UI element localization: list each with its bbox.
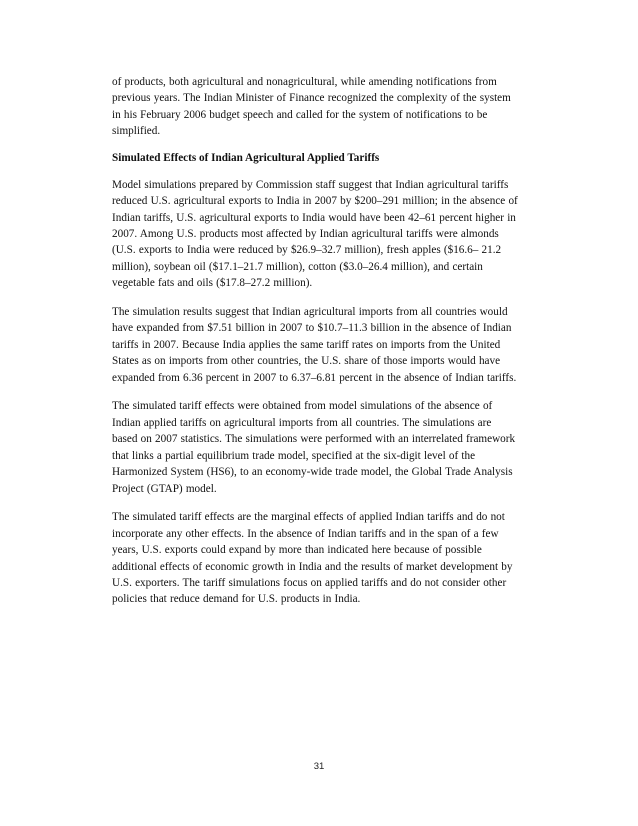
text-line: previous years. The Indian Minister of Finance recognized the complexity of the system (112, 92, 511, 105)
text-line: 2007. Among U.S. products most affected by Indian agricultural tariffs were almonds (112, 228, 499, 241)
text-line: that links a partial equilibrium trade model, specified at the six-digit level of the (112, 449, 476, 462)
section-heading: Simulated Effects of Indian Agricultural Applied Tariffs (112, 152, 380, 165)
text-line: (U.S. exports to India were reduced by $26.9–32.7 million), fresh apples ($16.6– 21.2 (112, 244, 502, 257)
paragraph-model-simulations (112, 177, 562, 292)
text-line: Harmonized System (HS6), to an economy-wide trade model, the Global Trade Analysis (112, 466, 513, 479)
text-line: million), soybean oil ($17.1–21.7 million), cotton ($3.0–26.4 million), and certain (112, 260, 483, 273)
paragraph-marginal-effects (112, 509, 562, 607)
document-page (112, 74, 562, 608)
text-line: additional effects of economic growth in India and the results of market development by (112, 560, 513, 573)
text-line: The simulation results suggest that Indian agricultural imports from all countries would (112, 306, 508, 319)
text-line: Model simulations prepared by Commission staff suggest that Indian agricultural tariffs (112, 178, 509, 191)
text-line: simplified. (112, 125, 161, 138)
text-line: in his February 2006 budget speech and called for the system of notifications to be (112, 108, 488, 121)
text-line: reduced U.S. agricultural exports to India in 2007 by $200–291 million; in the absence of (112, 195, 518, 208)
paragraph-tariff-effects-method (112, 398, 562, 496)
text-line: based on 2007 statistics. The simulations were performed with an interrelated framework (112, 433, 516, 446)
text-line: incorporate any other effects. In the absence of Indian tariffs and in the span of a few (112, 527, 499, 540)
text-line: of products, both agricultural and nonagricultural, while amending notifications from (112, 76, 497, 88)
text-line: policies that reduce demand for U.S. products in India. (112, 593, 361, 606)
text-line: tariffs in 2007. Because India applies the same tariff rates on imports from the United (112, 338, 501, 351)
text-line: U.S. exporters. The tariff simulations focus on applied tariffs and do not consider other (112, 576, 507, 589)
text-line: have expanded from $7.51 billion in 2007 to $10.7–11.3 billion in the absence of Indian (112, 322, 512, 335)
text-line: Indian tariffs, U.S. agricultural exports to India would have been 42–61 percent higher in (112, 211, 516, 224)
text-line: The simulated tariff effects are the marginal effects of applied Indian tariffs and do not (112, 511, 505, 524)
text-line: Project (GTAP) model. (112, 482, 217, 495)
page-number: 31 (313, 761, 325, 772)
text-line: expanded from 6.36 percent in 2007 to 6.37–6.81 percent in the absence of Indian tariffs. (112, 371, 517, 384)
text-line: States as on imports from other countries, the U.S. share of those imports would have (112, 355, 501, 368)
text-line: The simulated tariff effects were obtained from model simulations of the absence of (112, 400, 493, 413)
paragraph-simulation-results (112, 304, 562, 386)
text-line: Indian applied tariffs on agricultural imports from all countries. The simulations are (112, 416, 492, 429)
paragraph-notifications (112, 74, 562, 140)
text-line: vegetable fats and oils ($17.8–27.2 million). (112, 277, 313, 290)
text-line: years, U.S. exports could expand by more than indicated here because of possible (112, 544, 482, 557)
